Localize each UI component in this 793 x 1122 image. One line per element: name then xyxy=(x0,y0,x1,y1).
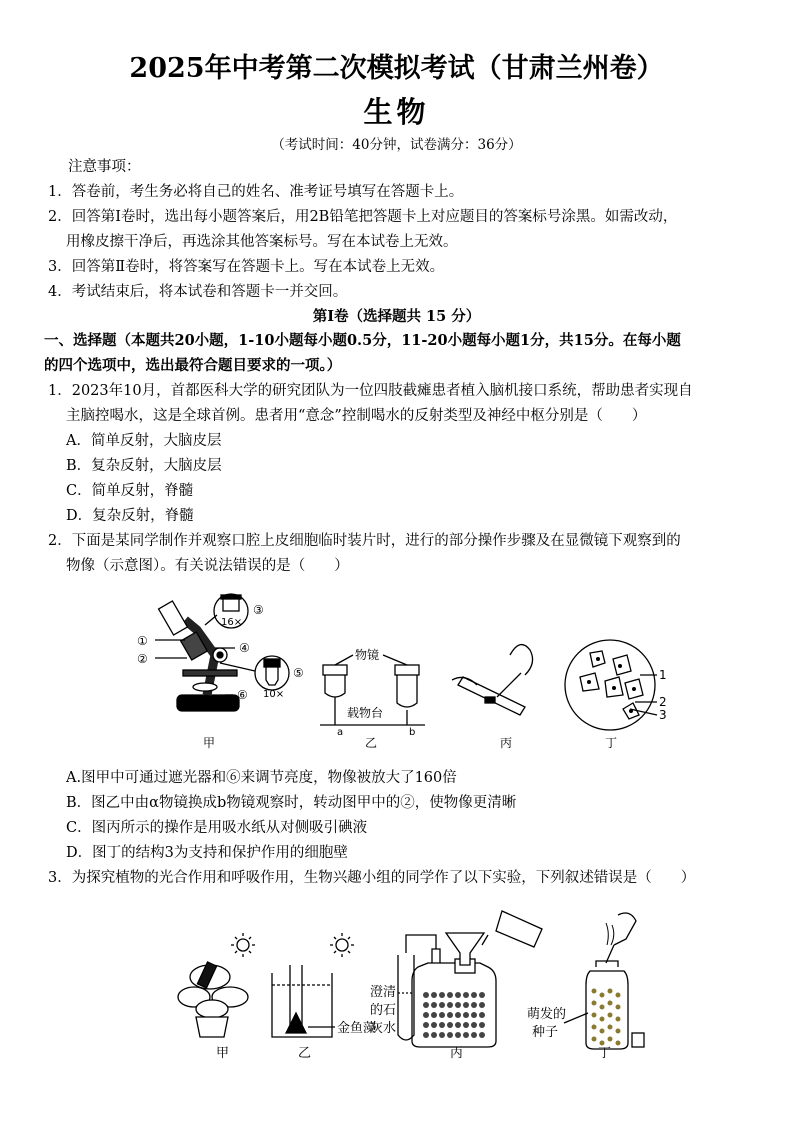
marker-1: ① xyxy=(137,634,148,648)
question-2-stem: 物像（示意图）。有关说法错误的是（ ） xyxy=(66,558,349,574)
figure-label-bing: 丙 xyxy=(500,736,513,750)
note-item: 4．考试结束后，将本试卷和答题卡一并交回。 xyxy=(48,284,348,300)
note-item: 用橡皮擦干净后，再选涂其他答案标号。写在本试卷上无效。 xyxy=(66,234,458,250)
goldfish-weed-label: 金鱼藻 xyxy=(337,1021,377,1036)
view-label-3: 3 xyxy=(659,708,667,722)
exam-info: （考试时间：40分钟，试卷满分：36分） xyxy=(271,137,522,153)
hand-with-stick xyxy=(614,913,636,945)
funnel xyxy=(446,933,484,965)
marker-6: ⑥ xyxy=(237,688,248,702)
limewater-label: 澄清 xyxy=(370,985,397,1000)
label-a: a xyxy=(337,727,344,738)
exam-title: 2025年中考第二次模拟考试（甘肃兰州卷） xyxy=(129,53,664,84)
objective-lens-label: 物镜 xyxy=(355,648,380,662)
seeds-label: 萌发的 xyxy=(527,1007,567,1022)
question-1-option-c: C．简单反射，脊髓 xyxy=(66,483,194,499)
eyepiece-label: 16× xyxy=(221,617,243,628)
stage-label: 载物台 xyxy=(347,706,384,720)
notes-heading: 注意事项： xyxy=(68,159,141,175)
slide xyxy=(458,677,525,715)
question-2-option-d: D．图丁的结构3为支持和保护作用的细胞壁 xyxy=(66,845,348,861)
view-field xyxy=(565,640,655,730)
question-2-figure xyxy=(125,585,685,755)
question-1-option-b: B．复杂反射，大脑皮层 xyxy=(66,458,222,474)
limewater-label: 的石 xyxy=(370,1003,397,1018)
figure-label-bing: 丙 xyxy=(450,1046,464,1061)
jar-lid xyxy=(632,1033,644,1047)
tube-neck xyxy=(432,949,440,963)
figure-label-ding: 丁 xyxy=(598,1046,612,1061)
figure-label-ding: 丁 xyxy=(605,736,618,750)
objective-a xyxy=(323,665,347,675)
mirror xyxy=(193,683,217,691)
figure-label-yi: 乙 xyxy=(365,736,378,750)
beaker-pouring xyxy=(496,911,542,947)
figure-label-jia: 甲 xyxy=(203,736,216,750)
figure-label-jia: 甲 xyxy=(216,1046,230,1061)
note-item: 1．答卷前，考生务必将自己的姓名、准考证号填写在答题卡上。 xyxy=(48,184,464,200)
question-2-option-a: A.图甲中可通过遮光器和⑥来调节亮度，物像被放大了160倍 xyxy=(66,770,457,786)
note-item: 2．回答第Ⅰ卷时，选出每小题答案后，用2B铅笔把答题卡上对应题目的答案标号涂黑。如需改动， xyxy=(48,209,678,225)
subject-title: 生物 xyxy=(363,95,430,129)
question-2-option-b: B．图乙中由α物镜换成b物镜观察时，转动图甲中的②，使物像更清晰 xyxy=(66,795,517,811)
question-1-option-d: D．复杂反射，脊髓 xyxy=(66,508,194,524)
note-item: 3．回答第Ⅱ卷时，将答案写在答题卡上。写在本试卷上无效。 xyxy=(48,259,445,275)
plant-leaf xyxy=(196,1000,228,1018)
objective-b xyxy=(395,665,419,675)
question-1-stem: 1．2023年10月，首都医科大学的研究团队为一位四肢截瘫患者植入脑机接口系统，帮助患者实现自 xyxy=(48,383,693,399)
goldfish-weed xyxy=(286,1013,306,1033)
flower-pot xyxy=(196,1017,228,1037)
marker-2: ② xyxy=(137,652,148,666)
microscope-tube xyxy=(159,601,188,635)
section-title: 第Ⅰ卷（选择题共 15 分） xyxy=(312,308,481,325)
question-1-stem: 主脑控喝水，这是全球首例。患者用“意念”控制喝水的反射类型及神经中枢分别是（ ） xyxy=(66,408,647,424)
section-instruction: 一、选择题（本题共20小题，1-10小题每小题0.5分，11-20小题每小题1分，共15分。在每小题 xyxy=(44,332,681,349)
view-label-1: 1 xyxy=(659,668,667,682)
objective-label: 10× xyxy=(263,689,285,700)
dropper-hand xyxy=(510,645,533,675)
microscope-stage xyxy=(183,670,237,676)
question-3-stem: 3．为探究植物的光合作用和呼吸作用，生物兴趣小组的同学作了以下实验，下列叙述错误是（ ） xyxy=(48,870,696,886)
marker-5: ⑤ xyxy=(293,666,304,680)
question-1-option-a: A．简单反射，大脑皮层 xyxy=(66,433,222,449)
view-label-2: 2 xyxy=(659,695,667,709)
question-2-stem: 2．下面是某同学制作并观察口腔上皮细胞临时装片时，进行的部分操作步骤及在显微镜下观察到的 xyxy=(48,533,681,549)
question-3-figure xyxy=(170,905,660,1065)
label-b: b xyxy=(409,727,416,738)
question-2-option-c: C．图丙所示的操作是用吸水纸从对侧吸引碘液 xyxy=(66,820,368,836)
seeds-label: 种子 xyxy=(532,1025,559,1040)
smoke xyxy=(606,923,614,945)
sun-icon xyxy=(231,933,255,957)
microscope-base xyxy=(177,695,239,711)
limewater-label: 灰水 xyxy=(370,1021,397,1036)
figure-label-yi: 乙 xyxy=(298,1046,312,1061)
section-instruction: 的四个选项中，选出最符合题目要求的一项。） xyxy=(44,357,342,374)
sun-icon xyxy=(330,933,354,957)
marker-3: ③ xyxy=(253,603,264,617)
marker-4: ④ xyxy=(239,641,250,655)
